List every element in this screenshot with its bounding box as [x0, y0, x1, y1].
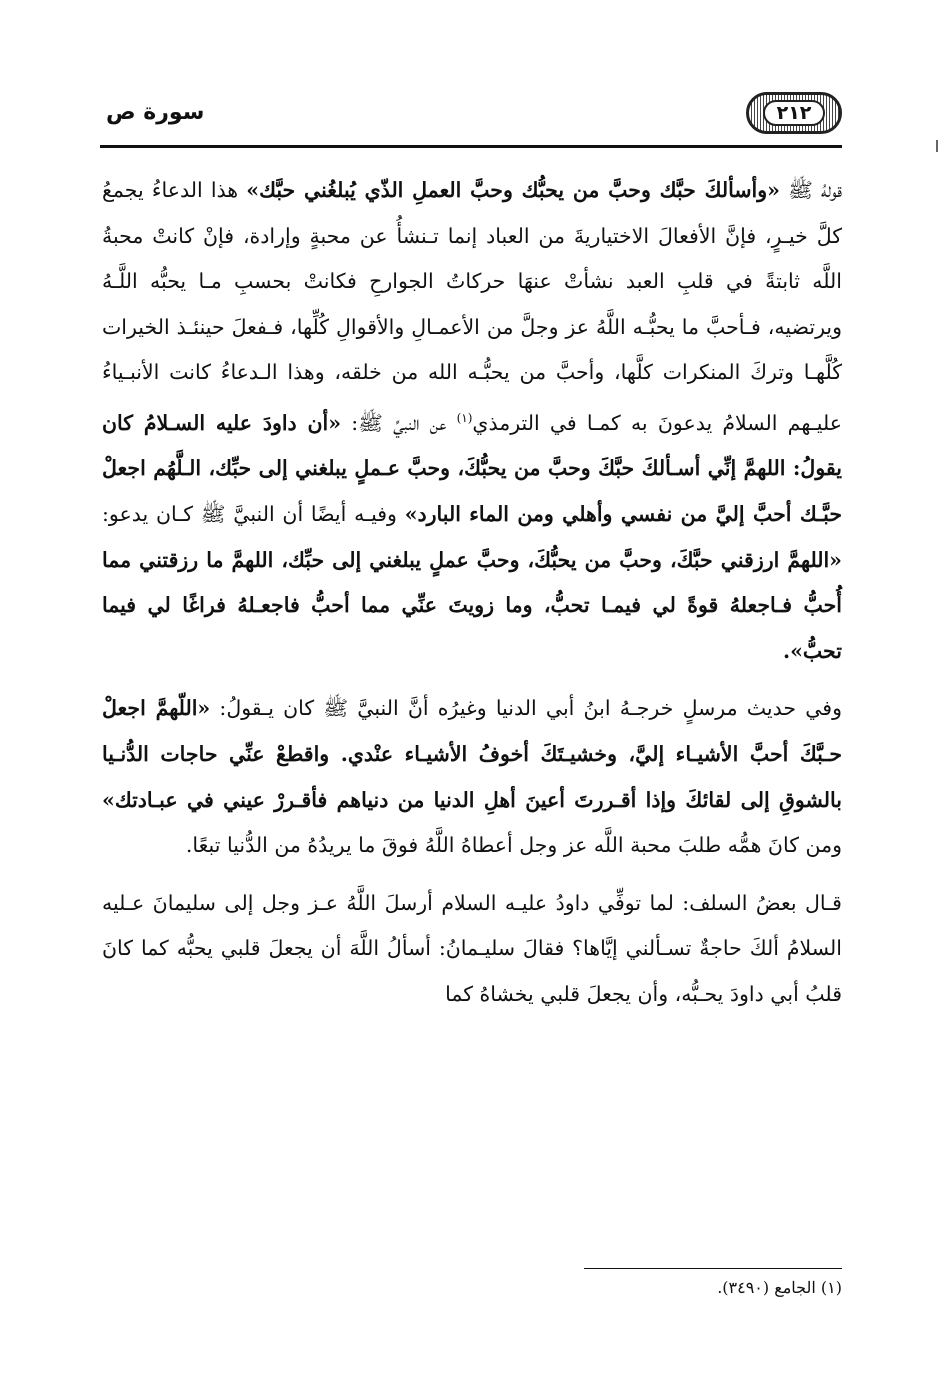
text-segment: وفي حديث مرسلٍ خرجـهُ ابنُ أبي الدنيا وغيرُه أنَّ النبيَّ ﷺ كان يـقولُ:: [210, 696, 842, 721]
page-number-badge: [746, 92, 842, 134]
hadith-quote: «اللهمَّ ارزقني حبَّكَ، وحبَّ من يحبُّكَ، وحبَّ عملٍ يبلغني إلى حبِّك، اللهمَّ ما رزقتني مما أُحبُّ فـاجعلهُ قوةً لي فيمـا تحبُّ، وما زويتَ عنِّي مما أحبُّ فاجعـلهُ فراغًا لي فيما تحبُّ».: [102, 547, 842, 663]
hadith-quote: «أن داودَ عليه السـلامُ كان يقولُ: اللهمَّ إنِّي أسـألكَ حبَّكَ وحبَّ من يحبُّكَ، وحبَّ عـملٍ يبلغني إلى حبِّك، الـلَّهُم اجعلْ حبَّـك أحبَّ إليَّ من نفسي وأهلي ومن الماء البارد»: [102, 410, 842, 526]
hadith-quote: «اللّهمَّ اجعلْ حـبَّكَ أحبَّ الأشيـاء إليَّ، وخشيـتَكَ أخوفُ الأشيـاء عنْدي. واقطعْ عنِّي حاجات الدُّنـيا بالشوقِ إلى لقائكَ وإذا أقـررتَ أعينَ أهلِ الدنيا من دنياهم فأقـررْ عيني في عبـادتك»: [102, 696, 842, 812]
text-segment: وفيـه أيضًا أن النبيَّ ﷺ كـان يدعو:: [102, 501, 405, 526]
text-segment: قولهُ ﷺ: [779, 178, 843, 202]
hadith-quote: «وأسألكَ حبَّك وحبَّ من يحبُّك وحبَّ العملِ الذّي يُبلغُني حبَّك»: [246, 178, 780, 202]
text-segment: ومن كانَ همُّه طلبَ محبة اللَّه عز وجل أعطاهُ اللَّهُ فوقَ ما يريدُهُ من الدُّنيا تبعًا.: [185, 833, 842, 858]
margin-mark: [936, 140, 938, 152]
paragraph: [102, 168, 842, 674]
paragraph: [102, 686, 842, 868]
page-number: ٢١٢: [763, 100, 825, 126]
text-segment: عن النبيِّ ﷺ:: [341, 410, 457, 435]
paragraph: [102, 881, 842, 1018]
footnote: (١) الجامع (٣٤٩٠).: [717, 1278, 842, 1297]
surah-title: سورة ص: [106, 100, 205, 125]
header-divider: [100, 145, 842, 148]
text-segment: هذا الدعاءُ يجمعُ كلَّ خيـرٍ، فإنَّ الأفعالَ الاختياريةَ من العباد إنما تـنشأُ عن محبةٍ وإرادة، فإنْ كانتْ محبةُ اللَّه ثابتةً في قلبِ العبد نشأتْ عنهَا حركاتُ الجوارحِ فكانتْ بحسبِ مـا يحبُّه اللَّـهُ ويرتضيه، فـأحبَّ ما يحبُّـه اللَّهُ عز وجلَّ من الأعمـالِ والأقوالِ كُلِّها، فـفعلَ حينئـذ الخيرات كُلَّهـا وتركَ المنكرات كلَّها، وأحبَّ من يحبُّـه الله من خلقه، وهذا الـدعاءُ كانت الأنبـياءُ عليـهم السلامُ يدعونَ به كمـا في الترمذي: [102, 178, 842, 435]
page-header: [100, 88, 842, 148]
footnote-reference: (١): [456, 410, 473, 425]
page-body: [102, 168, 842, 1018]
text-segment: قـال بعضُ السلف: لما توفِّي داودُ عليـه السلام أرسلَ اللَّهُ عـز وجل إلى سليمانَ عـليه السلامُ ألكَ حاجةٌ تسـألني إيَّاها؟ فقالَ سليـمانُ: أسألُ اللَّهَ أن يجعلَ قلبي يحبُّه كما كانَ قلبُ أبي داودَ يحـبُّه، وأن يجعلَ قلبي يخشاهُ كما: [102, 890, 842, 1006]
footnote-divider: [584, 1268, 842, 1269]
